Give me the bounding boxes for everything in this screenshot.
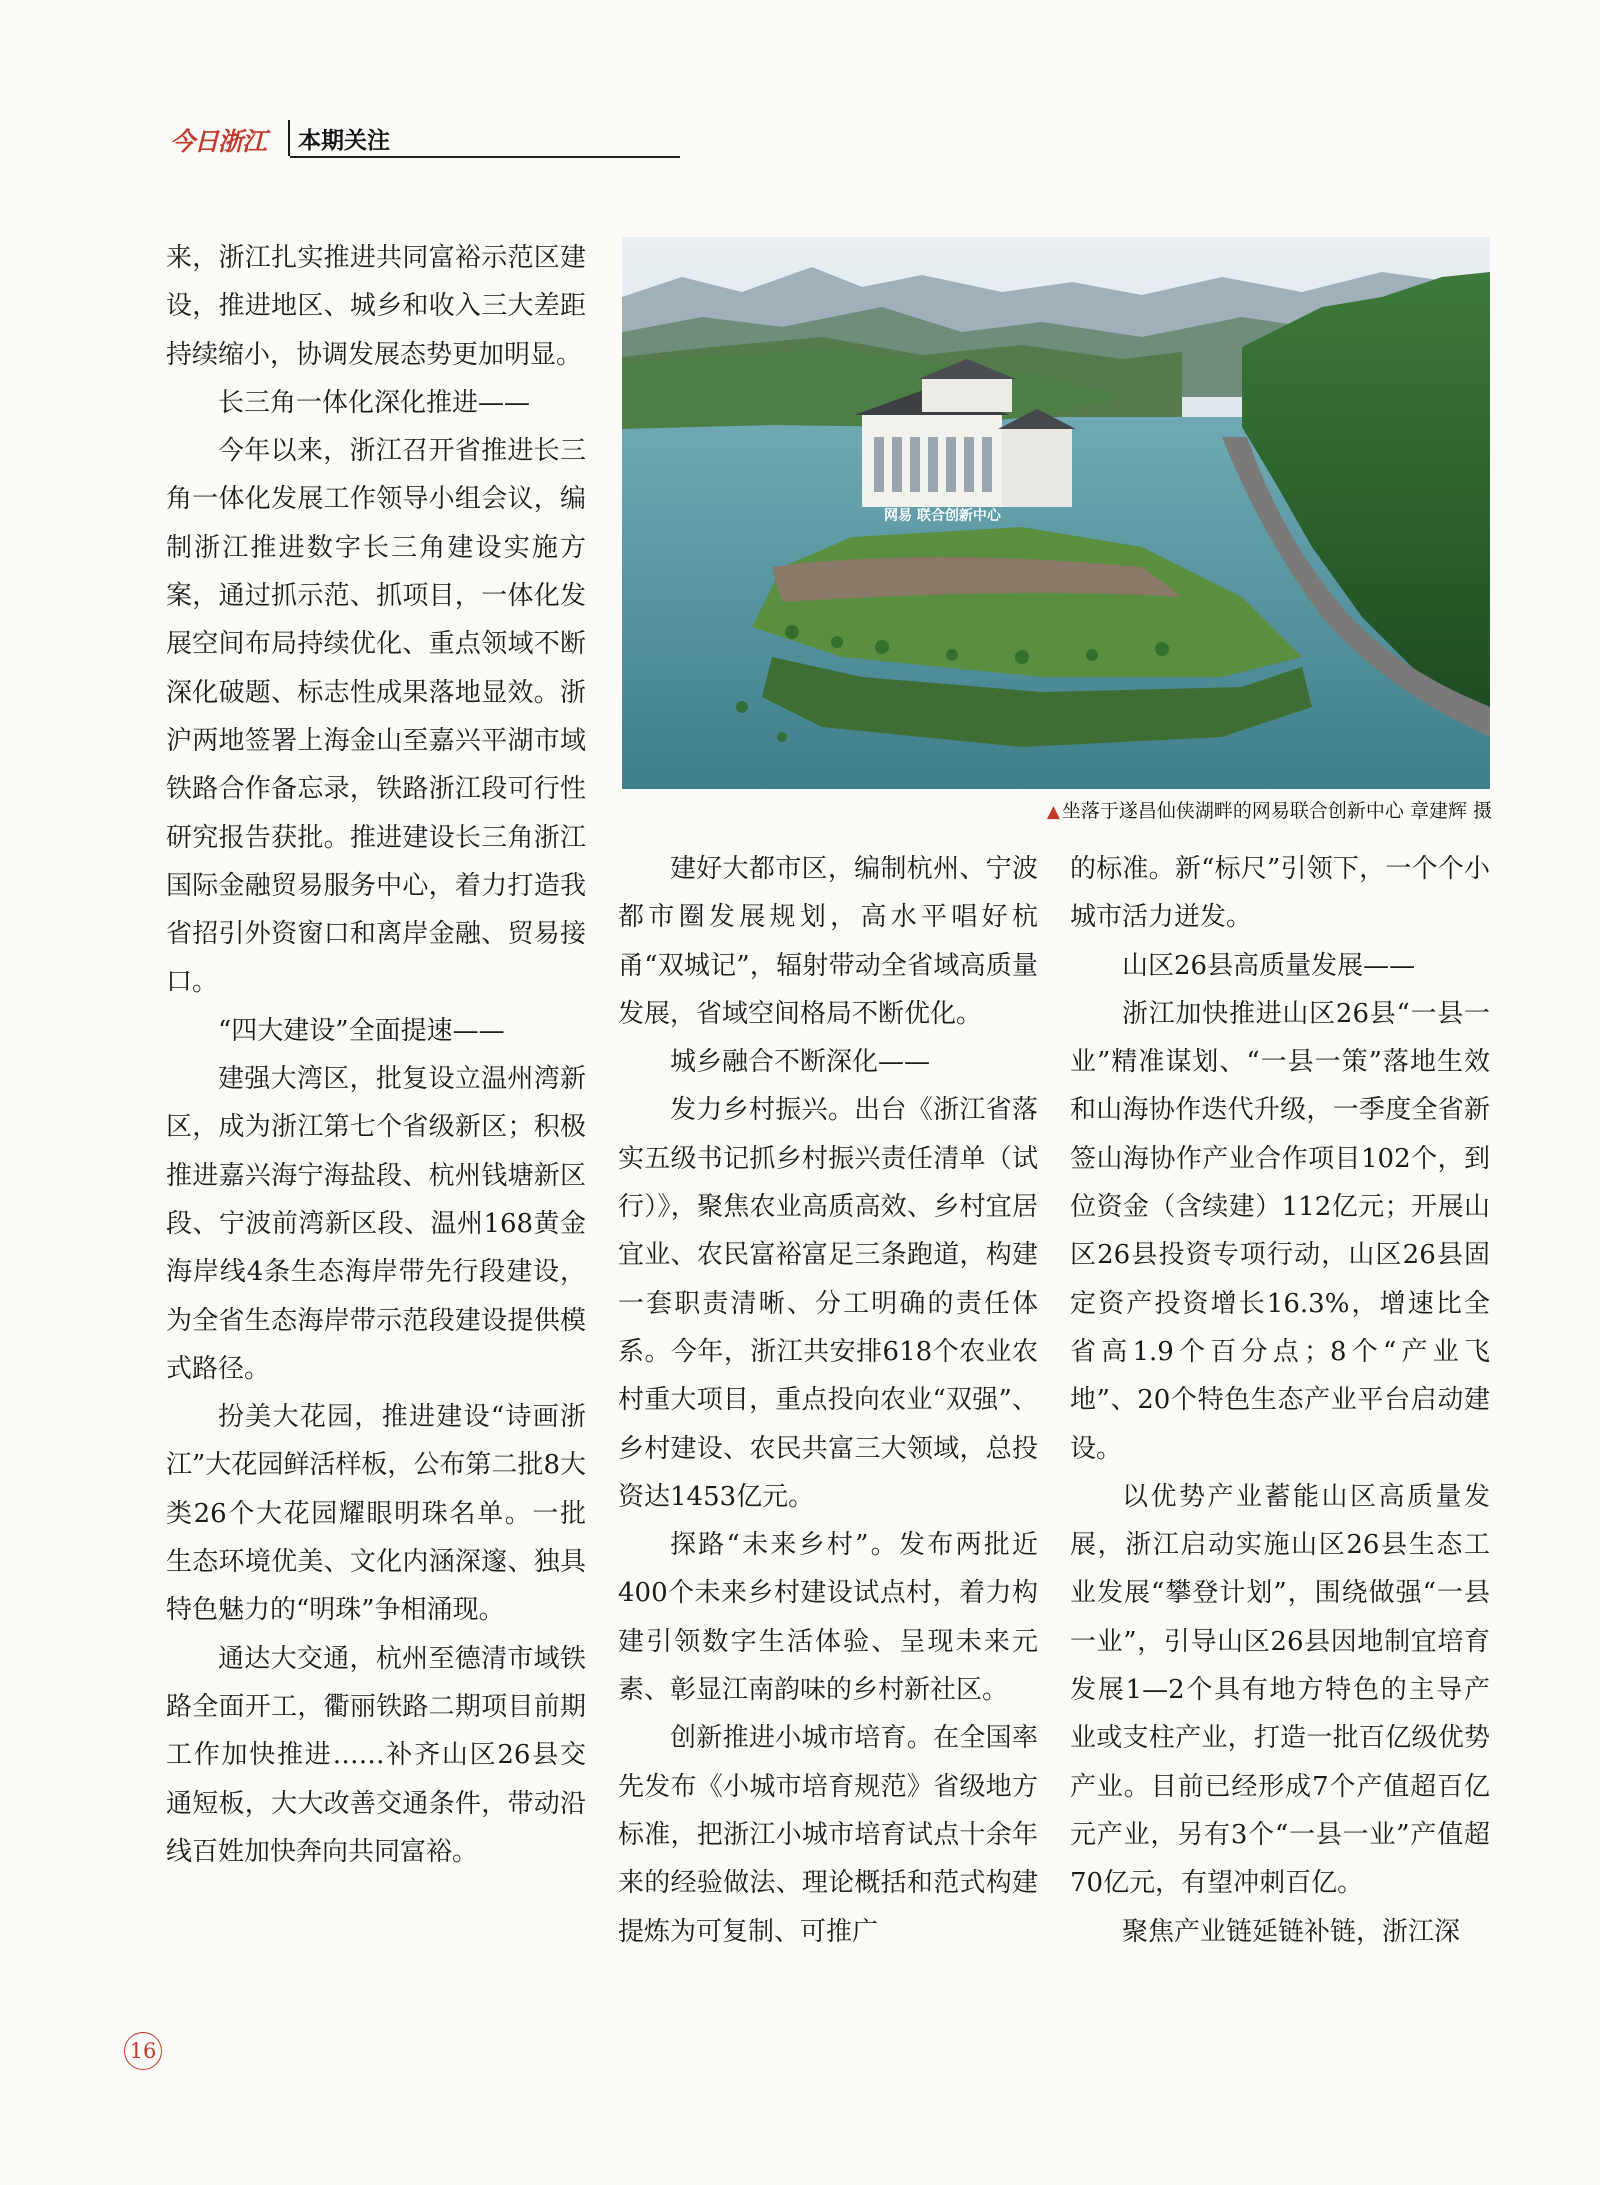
paragraph: 建强大湾区，批复设立温州湾新区，成为浙江第七个省级新区；积极推进嘉兴海宁海盐段、杭州钱塘新区段、宁波前湾新区段、温州168黄金海岸线4条生态海岸带先行段建设，为全省生态海岸带示范段建设提供模式路径。 (166, 1064, 586, 1384)
text-column-1 (166, 234, 586, 1876)
header-divider (288, 120, 290, 156)
subheading: 长三角一体化深化推进—— (218, 387, 531, 418)
section-title: 本期关注 (298, 128, 390, 154)
paragraph: 来，浙江扎实推进共同富裕示范区建设，推进地区、城乡和收入三大差距持续缩小，协调发展态势更加明显。 (166, 243, 586, 370)
magazine-logo (170, 122, 280, 156)
paragraph: 建好大都市区，编制杭州、宁波都市圈发展规划，高水平唱好杭甬“双城记”，辐射带动全省域高质量发展，省域空间格局不断优化。 (618, 854, 1038, 1029)
text-column-3 (1070, 845, 1490, 1956)
lakeside-photo (622, 237, 1490, 789)
paragraph: 发力乡村振兴。出台《浙江省落实五级书记抓乡村振兴责任清单（试行）》，聚焦农业高质高效、乡村宜居宜业、农民富裕富足三条跑道，构建一套职责清晰、分工明确的责任体系。今年，浙江共安排618个农业农村重大项目，重点投向农业“双强”、乡村建设、农民共富三大领域，总投资达1453亿元。 (618, 1095, 1038, 1512)
photo-caption (980, 796, 1492, 823)
sign-text: 网易 联合创新中心 (884, 508, 1001, 524)
paragraph: 浙江加快推进山区26县“一县一业”精准谋划、“一县一策”落地生效和山海协作迭代升级，一季度全省新签山海协作产业合作项目102个，到位资金（含续建）112亿元；开展山区26县投资专项行动，山区26县固定资产投资增长16.3%，增速比全省高1.9个百分点；8个“产业飞地”、20个特色生态产业平台启动建设。 (1070, 998, 1490, 1464)
paragraph: 的标准。新“标尺”引领下，一个个小城市活力迸发。 (1070, 854, 1490, 933)
subheading: 山区26县高质量发展—— (1122, 950, 1416, 981)
paragraph: 聚焦产业链延链补链，浙江深 (1122, 1916, 1461, 1947)
subheading: 城乡融合不断深化—— (670, 1047, 931, 1078)
paragraph: 今年以来，浙江召开省推进长三角一体化发展工作领导小组会议，编制浙江推进数字长三角建设实施方案，通过抓示范、抓项目，一体化发展空间布局持续优化、重点领域不断深化破题、标志性成果落地显效。浙沪两地签署上海金山至嘉兴平湖市域铁路合作备忘录，铁路浙江段可行性研究报告获批。推进建设长三角浙江国际金融贸易服务中心，着力打造我省招引外资窗口和离岸金融、贸易接口。 (166, 436, 586, 998)
header-rule (290, 156, 680, 158)
text-column-2 (618, 845, 1038, 1956)
paragraph: 创新推进小城市培育。在全国率先发布《小城市培育规范》省级地方标准，把浙江小城市培育试点十余年来的经验做法、理论概括和范式构建提炼为可复制、可推广 (618, 1723, 1038, 1947)
paragraph: 以优势产业蓄能山区高质量发展，浙江启动实施山区26县生态工业发展“攀登计划”，围绕做强“一县一业”，引导山区26县因地制宜培育发展1—2个具有地方特色的主导产业或支柱产业，打造一批百亿级优势产业。目前已经形成7个产值超百亿元产业，另有3个“一县一业”产值超70亿元，有望冲刺百亿。 (1070, 1481, 1490, 1899)
paragraph: 通达大交通，杭州至德清市域铁路全面开工，衢丽铁路二期项目前期工作加快推进……补齐山区26县交通短板，大大改善交通条件，带动沿线百姓加快奔向共同富裕。 (166, 1643, 586, 1867)
page-number: 16 (124, 2032, 162, 2070)
page-header (170, 118, 510, 160)
magazine-logo-text: 今日浙江 (170, 127, 267, 156)
paragraph: 扮美大花园，推进建设“诗画浙江”大花园鲜活样板，公布第二批8大类26个大花园耀眼明珠名单。一批生态环境优美、文化内涵深邃、独具特色魅力的“明珠”争相涌现。 (166, 1402, 586, 1626)
paragraph: 探路“未来乡村”。发布两批近400个未来乡村建设试点村，着力构建引领数字生活体验、呈现未来元素、彰显江南韵味的乡村新社区。 (618, 1530, 1038, 1706)
subheading: “四大建设”全面提速—— (218, 1015, 505, 1046)
caption-text: 坐落于遂昌仙侠湖畔的网易联合创新中心 章建辉 摄 (1061, 800, 1492, 822)
caption-marker-icon: ▲ (1046, 802, 1060, 822)
